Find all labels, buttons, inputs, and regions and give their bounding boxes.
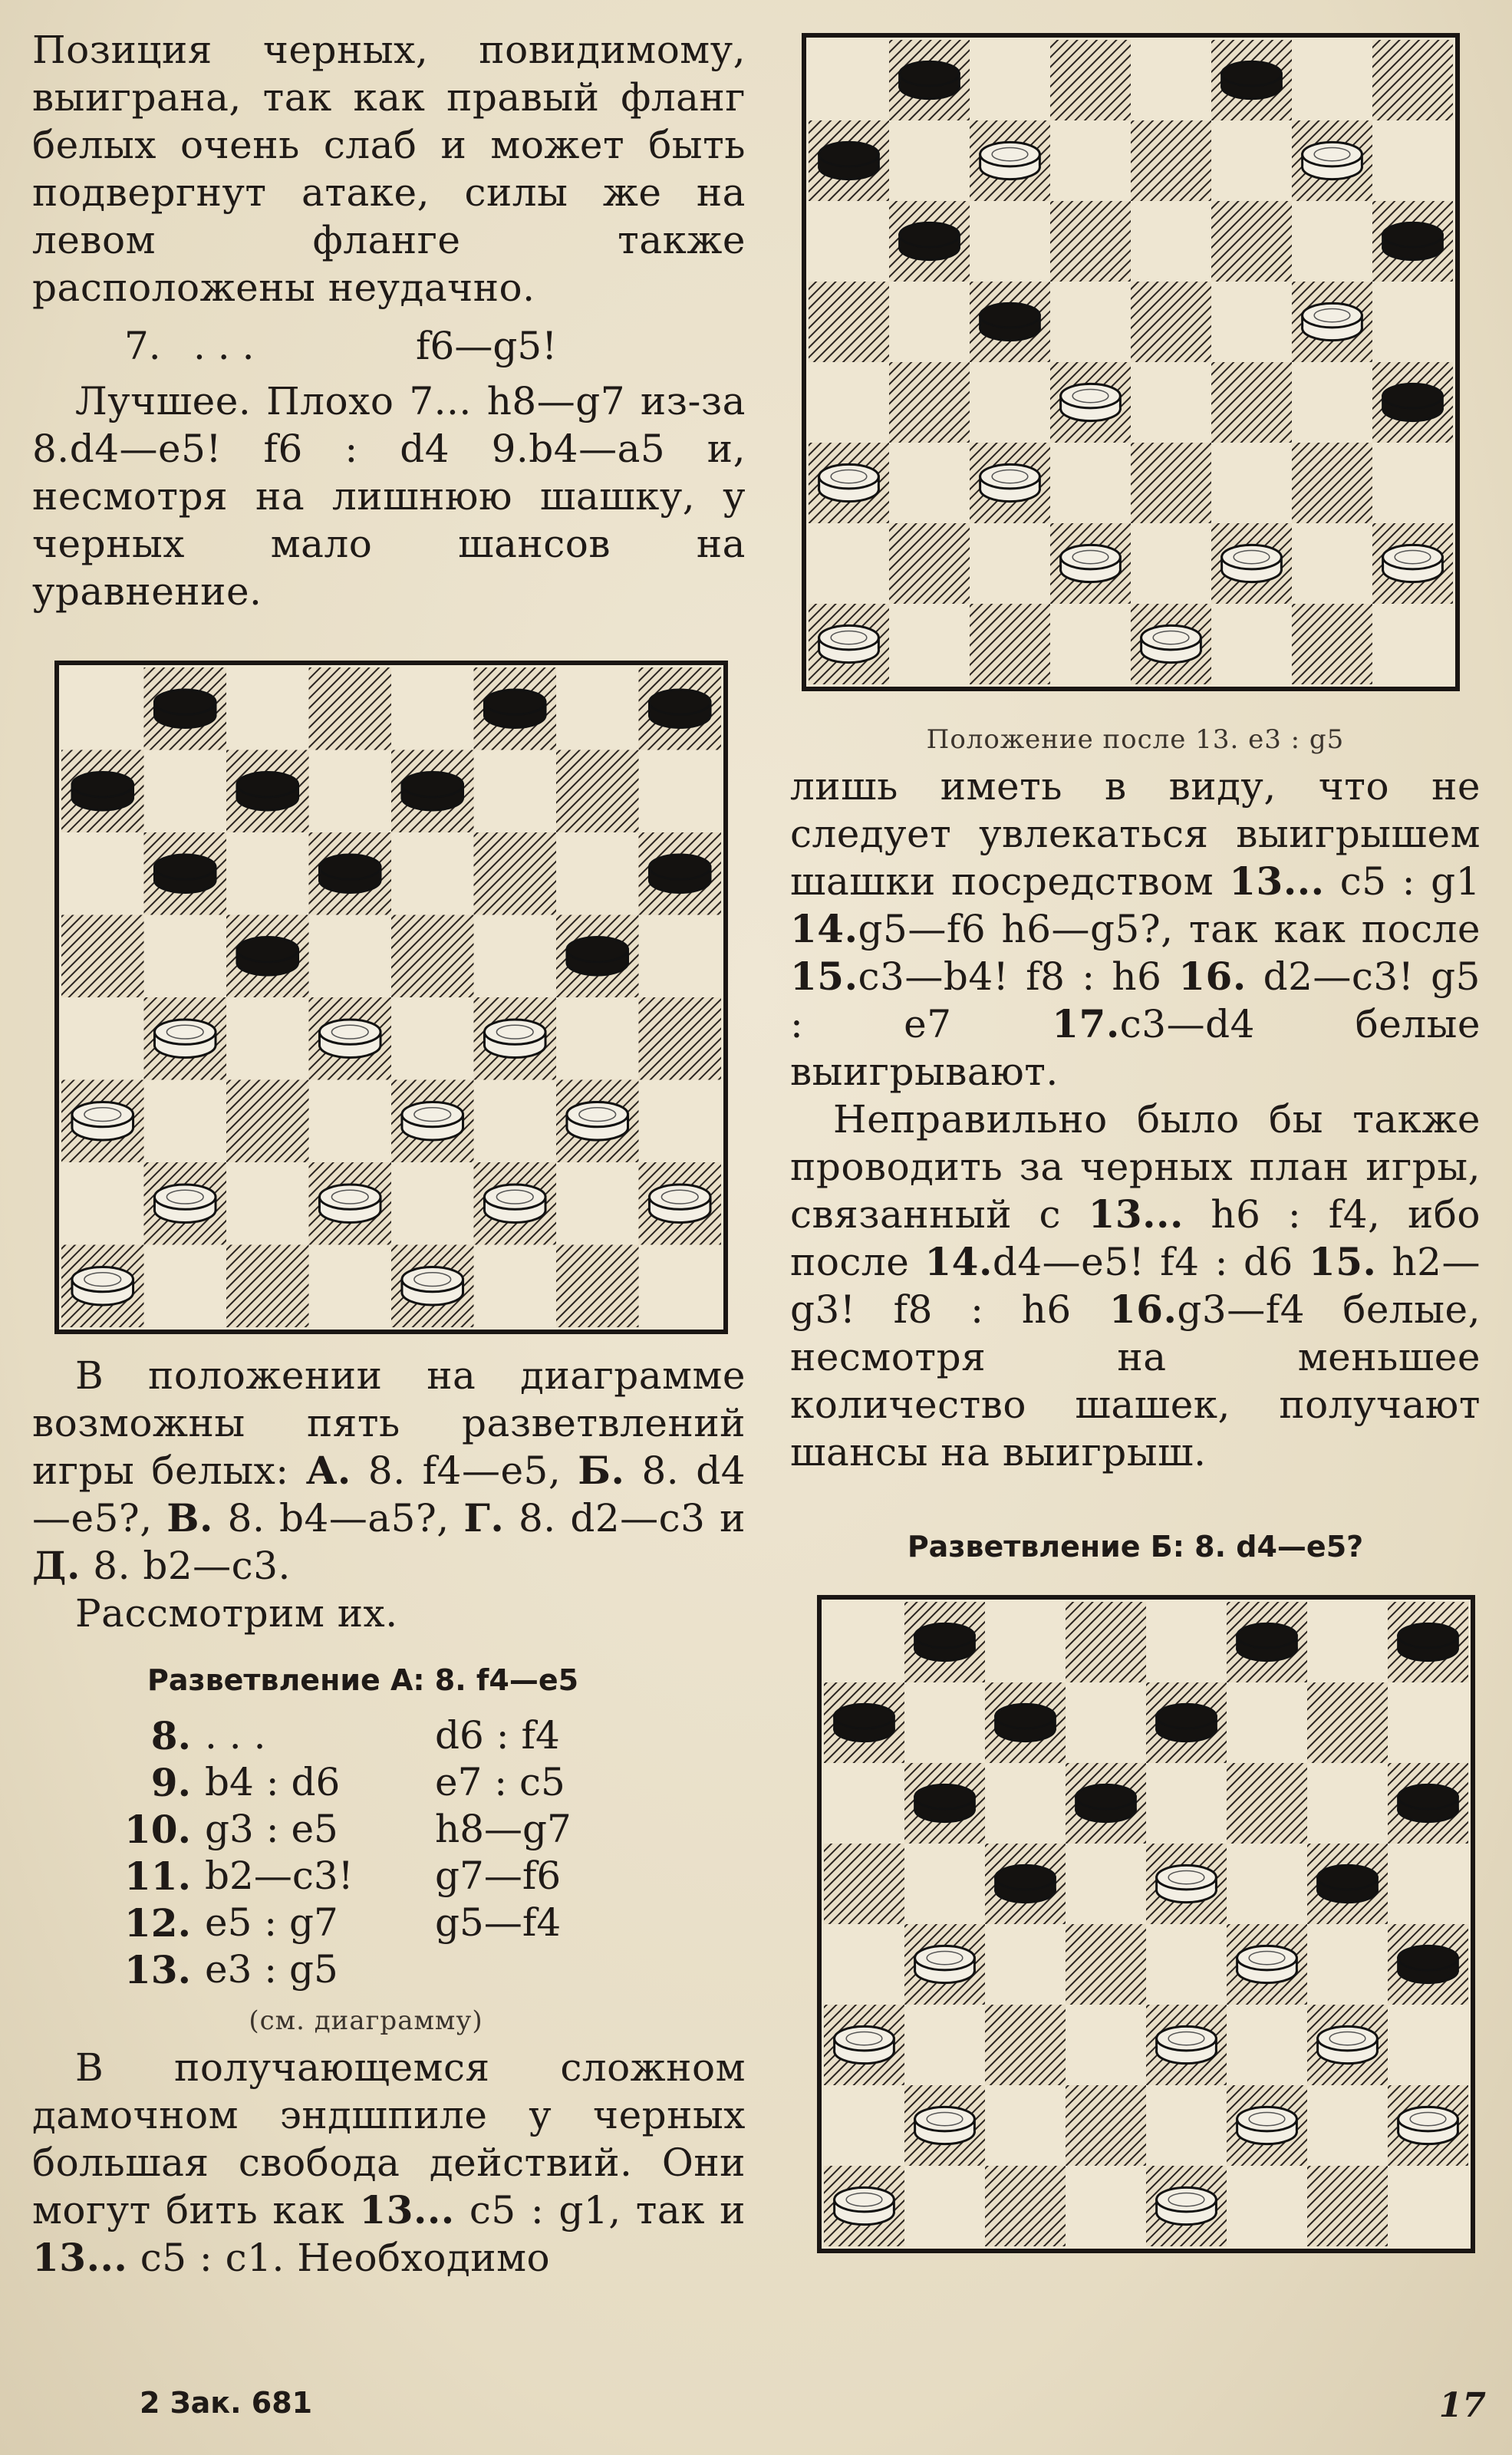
black-checker	[1222, 61, 1282, 98]
black-checker	[915, 1784, 975, 1821]
black-checker	[237, 938, 298, 975]
dark-square	[889, 523, 970, 604]
dark-square	[1307, 2166, 1388, 2246]
dark-square	[1066, 2085, 1146, 2166]
black-checker	[1318, 1865, 1378, 1902]
move-number: 10.	[124, 1807, 191, 1852]
branch-a-moves-table	[124, 1712, 634, 1993]
move-black: e7 : c5	[435, 1760, 565, 1804]
page-number: 17	[1438, 2386, 1486, 2425]
black-checker	[319, 855, 380, 892]
black-checker	[915, 1623, 975, 1660]
dark-square	[1211, 201, 1292, 282]
white-checker	[1157, 2187, 1217, 2224]
paragraph-five-branches: В положении на диаграмме возможны пять разветвлений игры белых: А. 8. f4—e5, Б. 8. d4—e5?, В. 8. b4—a5?, Г. 8. d2—c3 и Д. 8. b2—c3.	[32, 1353, 746, 1588]
black-checker	[835, 1704, 894, 1741]
move-row	[124, 1900, 634, 1946]
white-checker	[835, 2187, 894, 2224]
move-number: 9.	[150, 1760, 191, 1805]
white-checker	[1157, 2026, 1217, 2063]
black-checker	[72, 773, 133, 810]
dark-square	[824, 1844, 904, 1924]
checkerboard-diagram-1	[54, 660, 729, 1335]
dark-square	[61, 915, 144, 998]
white-checker	[567, 1102, 628, 1140]
branch-a-heading: Разветвление А: 8. f4—e5	[147, 1663, 579, 1697]
white-checker	[1061, 384, 1121, 420]
dark-square	[1227, 1763, 1307, 1844]
dark-square	[1131, 443, 1211, 523]
black-checker	[996, 1865, 1056, 1902]
move-row	[124, 1946, 634, 1993]
white-checker	[819, 625, 879, 662]
black-checker	[1383, 384, 1443, 420]
dark-square	[985, 2005, 1066, 2085]
white-checker	[1383, 545, 1443, 582]
white-checker	[819, 464, 879, 501]
dark-square	[1131, 120, 1211, 201]
dark-square	[226, 1080, 309, 1163]
move-black: f6—g5!	[416, 324, 558, 368]
white-checker	[154, 1020, 216, 1057]
move-number: 13.	[124, 1947, 191, 1992]
dark-square	[1131, 282, 1211, 362]
black-checker	[1237, 1623, 1297, 1660]
move-black: g5—f4	[435, 1900, 562, 1945]
paragraph-incorrect-plan: Неправильно было бы также проводить за черных план игры, связанный с 13... h6 : f4, ибо после 14.d4—e5! f4 : d6 15. h2—g3! f8 : h6 16.g3—f4 белые, несмотря на меньшее количество шашек, получают шансы на выигрыш.	[790, 1097, 1481, 1475]
move-number: 11.	[124, 1854, 191, 1899]
black-checker	[402, 773, 463, 810]
move-black: g7—f6	[435, 1854, 562, 1898]
black-checker	[484, 690, 545, 727]
black-checker	[649, 690, 710, 727]
dark-square	[1292, 604, 1372, 684]
dark-square	[474, 832, 557, 915]
black-checker	[1076, 1784, 1136, 1821]
dark-square	[1292, 443, 1372, 523]
dark-square	[309, 667, 392, 750]
black-checker	[819, 142, 879, 179]
white-checker	[915, 2107, 975, 2144]
black-checker	[1383, 222, 1443, 259]
black-checker	[1398, 1784, 1458, 1821]
move-dots: . . .	[193, 324, 255, 368]
white-checker	[402, 1267, 463, 1305]
branch-b-heading: Разветвление Б: 8. d4—e5?	[907, 1530, 1364, 1564]
dark-square	[391, 915, 474, 998]
move-row	[124, 1853, 634, 1900]
white-checker	[1222, 545, 1282, 582]
white-checker	[402, 1102, 463, 1140]
move-white: g3 : e5	[205, 1807, 338, 1851]
white-checker	[980, 464, 1040, 501]
white-checker	[1237, 2107, 1297, 2144]
dark-square	[809, 282, 889, 362]
paragraph-endgame: В получающемся сложном дамочном эндшпиле у черных большая свобода действий. Они могут бить как 13... c5 : g1, так и 13... c5 : c1. Необходимо	[32, 2045, 746, 2280]
black-checker	[1398, 1623, 1458, 1660]
move-black: d6 : f4	[435, 1713, 560, 1758]
right-column	[790, 26, 1481, 2254]
move-white: e5 : g7	[205, 1900, 338, 1945]
black-checker	[154, 690, 216, 727]
move-number: 7.	[124, 324, 161, 368]
white-checker	[980, 142, 1040, 179]
checkerboard-diagram-3	[816, 1594, 1476, 2254]
white-checker	[1157, 1865, 1217, 1902]
move-7-line	[32, 322, 746, 370]
dark-square	[970, 604, 1050, 684]
move-row	[124, 1759, 634, 1806]
white-checker	[835, 2026, 894, 2063]
white-checker	[319, 1020, 380, 1057]
dark-square	[226, 1245, 309, 1328]
black-checker	[649, 855, 710, 892]
black-checker	[900, 61, 960, 98]
black-checker	[154, 855, 216, 892]
black-checker	[996, 1704, 1056, 1741]
white-checker	[319, 1185, 380, 1222]
black-checker	[980, 303, 1040, 340]
dark-square	[556, 1245, 639, 1328]
left-column	[32, 26, 746, 2282]
white-checker	[1237, 1946, 1297, 1982]
white-checker	[484, 1185, 545, 1222]
white-checker	[1303, 142, 1362, 179]
move-black	[435, 1946, 634, 1993]
move-black: h8—g7	[435, 1807, 572, 1851]
move-number: 8.	[150, 1713, 191, 1758]
black-checker	[1398, 1946, 1458, 1982]
move-white: b4 : d6	[205, 1760, 341, 1804]
move-white: . . .	[205, 1713, 266, 1758]
paragraph-position-assessment: Позиция черных, повидимому, выиграна, так как правый фланг белых очень слаб и может быть подвергнут атаке, силы же на левом фланге также расположены неудачно.	[32, 28, 746, 310]
white-checker	[72, 1267, 133, 1305]
white-checker	[1061, 545, 1121, 582]
move-white: e3 : g5	[205, 1947, 338, 1992]
move-row	[124, 1806, 634, 1853]
diagram-2-caption: Положение после 13. e3 : g5	[926, 724, 1345, 755]
white-checker	[915, 1946, 975, 1982]
paragraph-warning: лишь иметь в виду, что не следует увлекаться выигрышем шашки посредством 13... c5 : g1 14.g5—f6 h6—g5?, так как после 15.c3—b4! f8 : h6 16. d2—c3! g5 : e7 17.c3—d4 белые выигрывают.	[790, 764, 1481, 1094]
white-checker	[1303, 303, 1362, 340]
white-checker	[154, 1185, 216, 1222]
black-checker	[237, 773, 298, 810]
move-white: b2—c3!	[205, 1854, 354, 1898]
dark-square	[1050, 40, 1131, 120]
white-checker	[484, 1020, 545, 1057]
dark-square	[1307, 1682, 1388, 1763]
footer-printer-mark: 2 Зак. 681	[140, 2386, 313, 2420]
dark-square	[985, 2166, 1066, 2246]
dark-square	[639, 997, 722, 1080]
dark-square	[1066, 1602, 1146, 1682]
move-number: 12.	[124, 1900, 191, 1946]
dark-square	[1066, 1924, 1146, 2005]
move-row	[124, 1712, 634, 1759]
dark-square	[1211, 362, 1292, 443]
white-checker	[1398, 2107, 1458, 2144]
see-diagram-note: (см. диаграмму)	[249, 2005, 483, 2036]
dark-square	[1372, 40, 1453, 120]
dark-square	[889, 362, 970, 443]
black-checker	[567, 938, 628, 975]
paragraph-best-move: Лучшее. Плохо 7... h8—g7 из-за 8.d4—e5! f6 : d4 9.b4—a5 и, несмотря на лишнюю шашку, у черных мало шансов на уравнение.	[32, 379, 746, 614]
white-checker	[72, 1102, 133, 1140]
paragraph-consider: Рассмотрим их.	[75, 1591, 398, 1636]
dark-square	[1050, 201, 1131, 282]
dark-square	[556, 750, 639, 833]
white-checker	[649, 1185, 710, 1222]
checkerboard-diagram-2	[801, 32, 1461, 692]
black-checker	[900, 222, 960, 259]
black-checker	[1157, 1704, 1217, 1741]
white-checker	[1141, 625, 1201, 662]
white-checker	[1318, 2026, 1378, 2063]
